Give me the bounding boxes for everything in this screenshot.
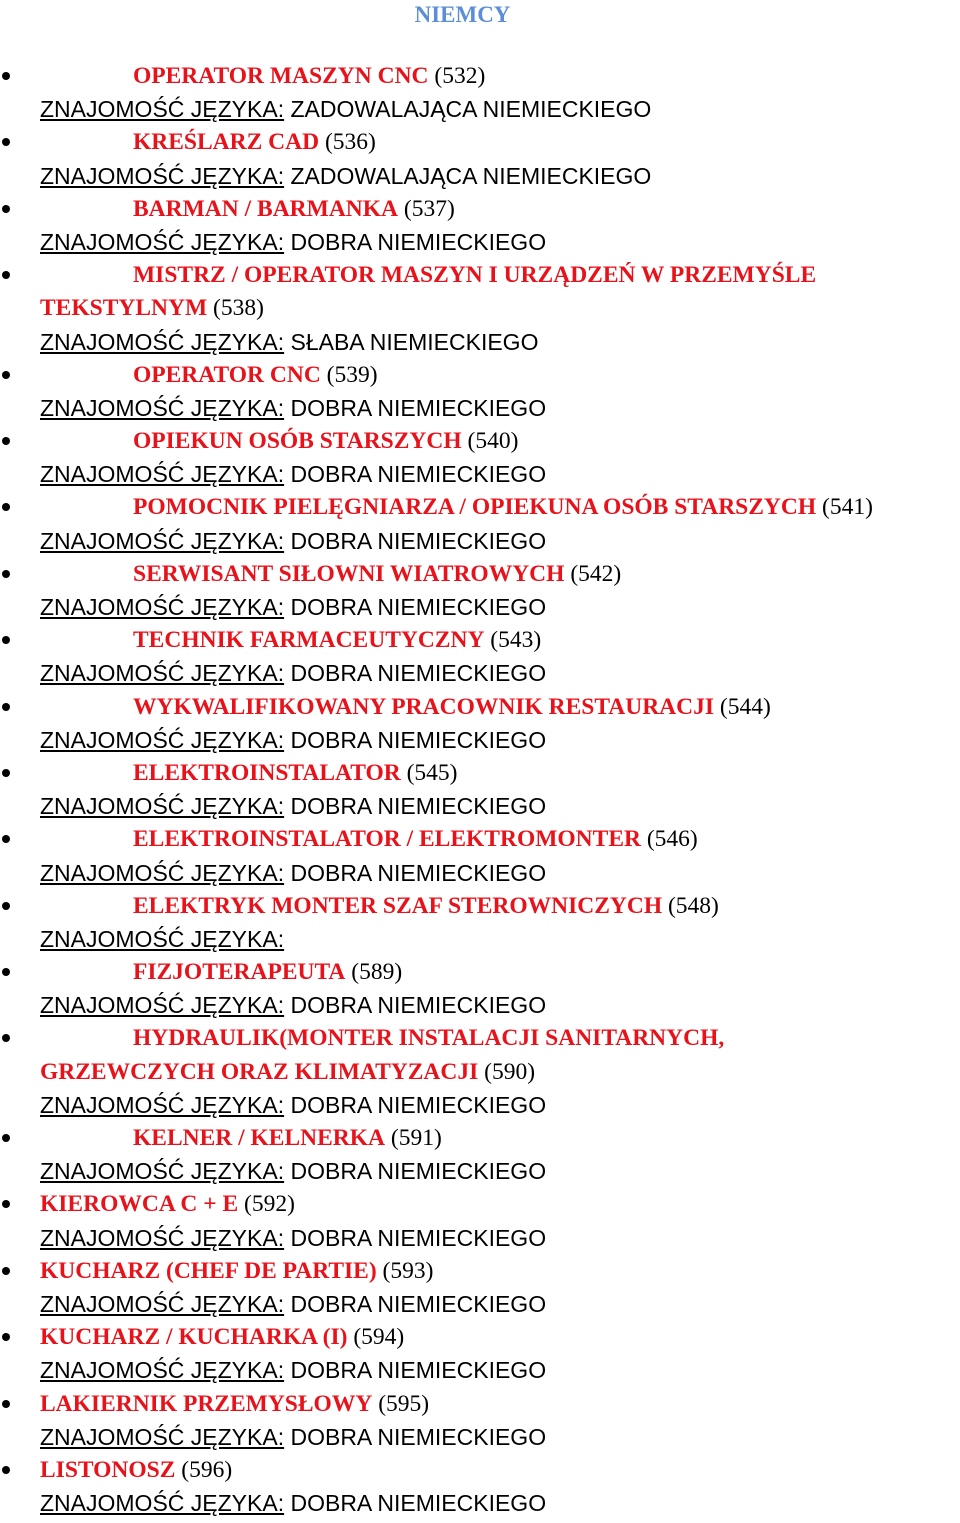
bullet-icon bbox=[2, 1466, 10, 1474]
job-title-line bbox=[0, 691, 960, 724]
job-title-line bbox=[0, 1022, 960, 1088]
language-level: DOBRA NIEMIECKIEGO bbox=[284, 1224, 547, 1251]
job-name: KUCHARZ / KUCHARKA (I) bbox=[40, 1324, 348, 1351]
language-requirement bbox=[0, 1222, 960, 1255]
language-label: ZNAJOMOŚĆ JĘZYKA: bbox=[40, 328, 285, 355]
job-list bbox=[0, 60, 960, 1520]
bullet-icon bbox=[2, 1200, 10, 1208]
list-item bbox=[0, 624, 960, 690]
job-code: (541) bbox=[822, 494, 873, 521]
job-code: (540) bbox=[467, 428, 519, 455]
job-name: TECHNIK FARMACEUTYCZNY bbox=[133, 627, 485, 654]
language-requirement bbox=[0, 1288, 960, 1321]
language-requirement bbox=[0, 657, 960, 690]
job-name: WYKWALIFIKOWANY PRACOWNIK RESTAURACJI bbox=[133, 693, 715, 720]
bullet-icon bbox=[2, 968, 10, 976]
job-name: SERWISANT SIŁOWNI WIATROWYCH bbox=[133, 560, 565, 587]
language-level: DOBRA NIEMIECKIEGO bbox=[284, 228, 547, 255]
job-code: (593) bbox=[382, 1257, 434, 1284]
language-requirement bbox=[0, 1421, 960, 1454]
list-item bbox=[0, 558, 960, 624]
list-item bbox=[0, 1122, 960, 1188]
language-label: ZNAJOMOŚĆ JĘZYKA: bbox=[40, 925, 285, 952]
job-name: KUCHARZ (CHEF DE PARTIE) bbox=[40, 1257, 377, 1284]
language-label: ZNAJOMOŚĆ JĘZYKA: bbox=[40, 1357, 285, 1384]
language-requirement bbox=[0, 923, 960, 956]
bullet-icon bbox=[2, 205, 10, 213]
job-code: (546) bbox=[646, 826, 698, 853]
job-title-line bbox=[0, 757, 960, 790]
bullet-icon bbox=[2, 1034, 10, 1042]
job-code: (538) bbox=[213, 295, 264, 322]
language-label: ZNAJOMOŚĆ JĘZYKA: bbox=[40, 859, 285, 886]
job-code: (594) bbox=[353, 1324, 405, 1351]
language-requirement bbox=[0, 326, 960, 359]
language-level: DOBRA NIEMIECKIEGO bbox=[284, 726, 547, 753]
job-name: BARMAN / BARMANKA bbox=[133, 195, 399, 222]
list-item bbox=[0, 193, 960, 259]
bullet-icon bbox=[2, 1134, 10, 1142]
job-name: KELNER / KELNERKA bbox=[133, 1125, 386, 1152]
language-level: DOBRA NIEMIECKIEGO bbox=[284, 461, 547, 488]
language-label: ZNAJOMOŚĆ JĘZYKA: bbox=[40, 96, 285, 123]
bullet-icon bbox=[2, 1267, 10, 1275]
language-label: ZNAJOMOŚĆ JĘZYKA: bbox=[40, 660, 285, 687]
list-item bbox=[0, 1388, 960, 1454]
bullet-icon bbox=[2, 636, 10, 644]
language-level: ZADOWALAJĄCA NIEMIECKIEGO bbox=[284, 96, 652, 123]
language-requirement bbox=[0, 392, 960, 425]
language-requirement bbox=[0, 1155, 960, 1188]
job-code: (589) bbox=[351, 959, 403, 986]
job-title-line bbox=[0, 425, 960, 458]
job-title-line bbox=[0, 1388, 960, 1421]
job-title-line bbox=[0, 126, 960, 159]
language-requirement bbox=[0, 160, 960, 193]
bullet-icon bbox=[2, 902, 10, 910]
list-item bbox=[0, 823, 960, 889]
job-title-line bbox=[0, 193, 960, 226]
job-title-line bbox=[0, 624, 960, 657]
job-title-line bbox=[0, 1255, 960, 1288]
job-code: (536) bbox=[324, 129, 376, 156]
job-title-line bbox=[0, 491, 960, 524]
job-title-line bbox=[0, 823, 960, 856]
bullet-icon bbox=[2, 570, 10, 578]
language-label: ZNAJOMOŚĆ JĘZYKA: bbox=[40, 228, 285, 255]
language-requirement bbox=[0, 1354, 960, 1387]
language-label: ZNAJOMOŚĆ JĘZYKA: bbox=[40, 1091, 285, 1118]
job-code: (542) bbox=[570, 560, 622, 587]
list-item bbox=[0, 126, 960, 192]
job-code: (545) bbox=[406, 759, 458, 786]
language-level: DOBRA NIEMIECKIEGO bbox=[284, 1290, 547, 1317]
language-level: DOBRA NIEMIECKIEGO bbox=[284, 594, 547, 621]
job-name: KREŚLARZ CAD bbox=[133, 129, 320, 156]
bullet-icon bbox=[2, 703, 10, 711]
language-level: DOBRA NIEMIECKIEGO bbox=[284, 859, 547, 886]
job-code: (596) bbox=[181, 1456, 233, 1483]
job-code: (595) bbox=[378, 1390, 430, 1417]
language-level: DOBRA NIEMIECKIEGO bbox=[284, 527, 547, 554]
job-name: MISTRZ / OPERATOR MASZYN I URZĄDZEŃ W PRZEMYŚLE bbox=[133, 262, 817, 289]
bullet-icon bbox=[2, 835, 10, 843]
job-code: (537) bbox=[403, 195, 455, 222]
language-level: ZADOWALAJĄCA NIEMIECKIEGO bbox=[284, 162, 652, 189]
language-label: ZNAJOMOŚĆ JĘZYKA: bbox=[40, 162, 285, 189]
list-item bbox=[0, 1454, 960, 1520]
language-level: SŁABA NIEMIECKIEGO bbox=[284, 328, 539, 355]
language-requirement bbox=[0, 989, 960, 1022]
job-code: (543) bbox=[490, 627, 542, 654]
job-title-line bbox=[0, 558, 960, 591]
job-title-line bbox=[0, 956, 960, 989]
language-requirement bbox=[0, 226, 960, 259]
list-item bbox=[0, 60, 960, 126]
job-title-line bbox=[0, 1454, 960, 1487]
page-title: NIEMCY bbox=[414, 2, 511, 27]
language-requirement bbox=[0, 525, 960, 558]
job-title-line bbox=[0, 259, 960, 325]
job-name: LISTONOSZ bbox=[40, 1456, 176, 1483]
language-level: DOBRA NIEMIECKIEGO bbox=[284, 1158, 547, 1185]
job-title-line bbox=[0, 359, 960, 392]
language-level: DOBRA NIEMIECKIEGO bbox=[284, 1357, 547, 1384]
language-label: ZNAJOMOŚĆ JĘZYKA: bbox=[40, 594, 285, 621]
job-name: OPERATOR CNC bbox=[133, 361, 321, 388]
job-name: ELEKTRYK MONTER SZAF STEROWNICZYCH bbox=[133, 892, 663, 919]
language-requirement bbox=[0, 1089, 960, 1122]
job-title-line bbox=[0, 1122, 960, 1155]
list-item bbox=[0, 425, 960, 491]
job-title-line bbox=[0, 1321, 960, 1354]
job-code: (590) bbox=[484, 1058, 536, 1085]
bullet-icon bbox=[2, 1400, 10, 1408]
list-item bbox=[0, 1255, 960, 1321]
list-item bbox=[0, 1188, 960, 1254]
language-level: DOBRA NIEMIECKIEGO bbox=[284, 660, 547, 687]
language-requirement bbox=[0, 1487, 960, 1520]
language-requirement bbox=[0, 458, 960, 491]
language-level: DOBRA NIEMIECKIEGO bbox=[284, 1490, 547, 1517]
list-item bbox=[0, 491, 960, 557]
language-label: ZNAJOMOŚĆ JĘZYKA: bbox=[40, 1290, 285, 1317]
job-name-continued: GRZEWCZYCH ORAZ KLIMATYZACJI bbox=[40, 1058, 479, 1085]
list-item bbox=[0, 359, 960, 425]
job-name: FIZJOTERAPEUTA bbox=[133, 959, 346, 986]
language-requirement bbox=[0, 857, 960, 890]
language-requirement bbox=[0, 591, 960, 624]
language-requirement bbox=[0, 790, 960, 823]
job-code: (539) bbox=[326, 361, 378, 388]
bullet-icon bbox=[2, 271, 10, 279]
job-name-continued: TEKSTYLNYM bbox=[40, 295, 208, 322]
language-label: ZNAJOMOŚĆ JĘZYKA: bbox=[40, 1490, 285, 1517]
job-code: (532) bbox=[434, 63, 486, 89]
bullet-icon bbox=[2, 72, 10, 80]
job-code: (548) bbox=[667, 892, 719, 919]
bullet-icon bbox=[2, 371, 10, 379]
language-label: ZNAJOMOŚĆ JĘZYKA: bbox=[40, 394, 285, 421]
language-level: DOBRA NIEMIECKIEGO bbox=[284, 1091, 547, 1118]
language-label: ZNAJOMOŚĆ JĘZYKA: bbox=[40, 1158, 285, 1185]
list-item bbox=[0, 890, 960, 956]
job-name: ELEKTROINSTALATOR / ELEKTROMONTER bbox=[133, 826, 641, 853]
language-label: ZNAJOMOŚĆ JĘZYKA: bbox=[40, 1224, 285, 1251]
job-name: HYDRAULIK(MONTER INSTALACJI SANITARNYCH, bbox=[133, 1025, 725, 1052]
bullet-icon bbox=[2, 769, 10, 777]
language-label: ZNAJOMOŚĆ JĘZYKA: bbox=[40, 461, 285, 488]
job-name: POMOCNIK PIELĘGNIARZA / OPIEKUNA OSÓB STARSZYCH bbox=[133, 494, 817, 521]
job-name: KIEROWCA C + E bbox=[40, 1191, 239, 1218]
list-item bbox=[0, 691, 960, 757]
bullet-icon bbox=[2, 503, 10, 511]
job-name: LAKIERNIK PRZEMYSŁOWY bbox=[40, 1390, 373, 1417]
job-code: (591) bbox=[390, 1125, 442, 1152]
job-name: ELEKTROINSTALATOR bbox=[133, 759, 401, 786]
list-item bbox=[0, 1022, 960, 1122]
language-label: ZNAJOMOŚĆ JĘZYKA: bbox=[40, 527, 285, 554]
language-requirement bbox=[0, 724, 960, 757]
language-label: ZNAJOMOŚĆ JĘZYKA: bbox=[40, 992, 285, 1019]
bullet-icon bbox=[2, 1333, 10, 1341]
language-requirement bbox=[0, 93, 960, 126]
language-level: DOBRA NIEMIECKIEGO bbox=[284, 992, 547, 1019]
job-title-line bbox=[0, 60, 960, 93]
list-item bbox=[0, 1321, 960, 1387]
language-level: DOBRA NIEMIECKIEGO bbox=[284, 394, 547, 421]
job-name: OPIEKUN OSÓB STARSZYCH bbox=[133, 428, 462, 455]
bullet-icon bbox=[2, 138, 10, 146]
list-item bbox=[0, 259, 960, 359]
language-label: ZNAJOMOŚĆ JĘZYKA: bbox=[40, 793, 285, 820]
language-label: ZNAJOMOŚĆ JĘZYKA: bbox=[40, 726, 285, 753]
language-level: DOBRA NIEMIECKIEGO bbox=[284, 1423, 547, 1450]
job-name: OPERATOR MASZYN CNC bbox=[133, 63, 429, 89]
language-level: DOBRA NIEMIECKIEGO bbox=[284, 793, 547, 820]
job-title-line bbox=[0, 1188, 960, 1221]
job-code: (544) bbox=[719, 693, 771, 720]
bullet-icon bbox=[2, 437, 10, 445]
job-code: (592) bbox=[244, 1191, 295, 1218]
list-item bbox=[0, 757, 960, 823]
job-title-line bbox=[0, 890, 960, 923]
list-item bbox=[0, 956, 960, 1022]
language-label: ZNAJOMOŚĆ JĘZYKA: bbox=[40, 1423, 285, 1450]
